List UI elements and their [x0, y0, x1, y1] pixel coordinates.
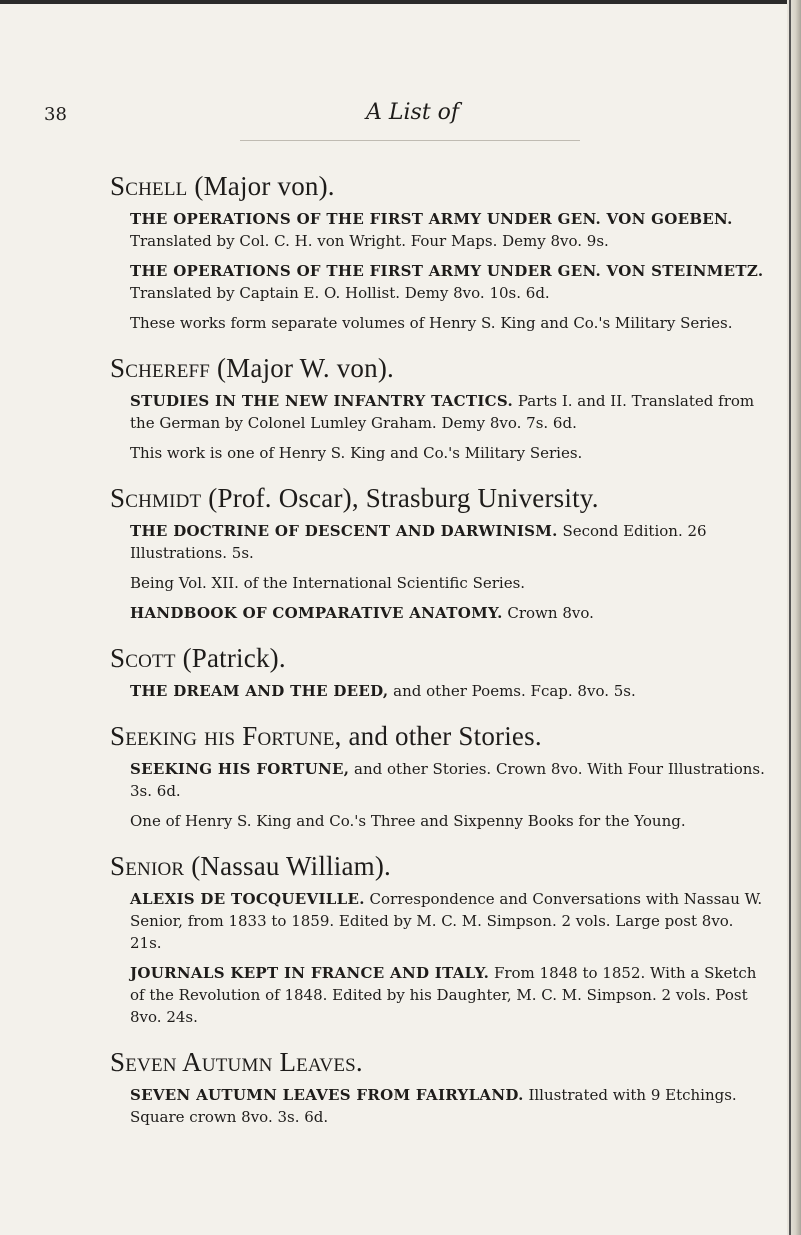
book-item [130, 758, 765, 802]
author-detail: , and other Stories. [334, 721, 542, 751]
book-item [130, 888, 765, 954]
book-item [130, 208, 765, 252]
catalogue-entry [110, 642, 765, 702]
book-details: Illustrated with 9 Etchings. Square crown 8vo. 3s. 6d. [130, 1086, 737, 1126]
book-title: THE OPERATIONS OF THE FIRST ARMY UNDER GEN. VON GOEBEN. [130, 210, 733, 228]
catalogue-entry [110, 170, 765, 334]
book-details: Translated by Col. C. H. von Wright. Four Maps. Demy 8vo. 9s. [130, 232, 609, 250]
book-details: From 1848 to 1852. With a Sketch of the Revolution of 1848. Edited by his Daughter, M. C. M. Simpson. 2 vols. Post 8vo. 24s. [130, 964, 757, 1026]
book-item [130, 602, 765, 624]
page-number: 38 [44, 104, 67, 125]
page-header [44, 96, 744, 136]
author-detail: (Major W. von). [210, 353, 394, 383]
catalogue-entry [110, 352, 765, 464]
author-detail: . [355, 1047, 363, 1077]
book-title: THE OPERATIONS OF THE FIRST ARMY UNDER GEN. VON STEINMETZ. [130, 262, 764, 280]
author-detail: (Prof. Oscar), Strasburg University. [201, 483, 599, 513]
book-item [130, 390, 765, 434]
author-name: Schell [110, 171, 188, 201]
header-rule [240, 140, 580, 141]
book-title: HANDBOOK OF COMPARATIVE ANATOMY. [130, 604, 503, 622]
book-title: JOURNALS KEPT IN FRANCE AND ITALY. [130, 964, 490, 982]
entry-heading [110, 1046, 765, 1078]
catalogue-entry [110, 850, 765, 1028]
running-title: A List of [366, 100, 460, 125]
author-name: Scott [110, 643, 176, 673]
author-name: Schmidt [110, 483, 202, 513]
book-item [130, 680, 765, 702]
author-name: Schereff [110, 353, 211, 383]
book-title: SEEKING HIS FORTUNE, [130, 760, 350, 778]
book-item [130, 520, 765, 564]
entry-note: This work is one of Henry S. King and Co.'s Military Series. [130, 444, 583, 462]
book-title: THE DREAM AND THE DEED, [130, 682, 389, 700]
catalogue-entry [110, 720, 765, 832]
entry-note: Being Vol. XII. of the International Scientific Series. [130, 574, 526, 592]
book-title: SEVEN AUTUMN LEAVES FROM FAIRYLAND. [130, 1086, 524, 1104]
entry-heading [110, 482, 765, 514]
catalogue-entry [110, 1046, 765, 1128]
book-title: THE DOCTRINE OF DESCENT AND DARWINISM. [130, 522, 558, 540]
entry-heading [110, 170, 765, 202]
author-detail: (Patrick). [175, 643, 286, 673]
book-title: ALEXIS DE TOCQUEVILLE. [130, 890, 365, 908]
author-name: Seeking his Fortune [110, 721, 335, 751]
catalogue-entry [110, 482, 765, 624]
entry-heading [110, 850, 765, 882]
entry-heading [110, 352, 765, 384]
book-details: Crown 8vo. [502, 604, 594, 622]
book-details: and other Stories. Crown 8vo. With Four Illustrations. 3s. 6d. [130, 760, 765, 800]
book-details: Second Edition. 26 Illustrations. 5s. [130, 522, 707, 562]
book-item [130, 962, 765, 1028]
page-top-border [0, 0, 801, 4]
entry-heading [110, 642, 765, 674]
author-detail: (Major von). [187, 171, 335, 201]
author-name: Seven Autumn Leaves [110, 1047, 356, 1077]
page-edge-line [789, 0, 791, 1235]
entry-heading [110, 720, 765, 752]
book-details: Translated by Captain E. O. Hollist. Demy 8vo. 10s. 6d. [130, 284, 550, 302]
book-item [130, 260, 765, 304]
book-details: Correspondence and Conversations with Nassau W. Senior, from 1833 to 1859. Edited by M. C. M. Simpson. 2 vols. Large post 8vo. 21s. [130, 890, 763, 952]
author-detail: (Nassau William). [184, 851, 391, 881]
book-title: STUDIES IN THE NEW INFANTRY TACTICS. [130, 392, 514, 410]
author-name: Senior [110, 851, 185, 881]
book-details: and other Poems. Fcap. 8vo. 5s. [388, 682, 636, 700]
book-details: Parts I. and II. Translated from the German by Colonel Lumley Graham. Demy 8vo. 7s. 6d. [130, 392, 755, 432]
entry-note: These works form separate volumes of Henry S. King and Co.'s Military Series. [130, 314, 733, 332]
catalogue-list [110, 170, 765, 1146]
book-item [130, 1084, 765, 1128]
entry-note: One of Henry S. King and Co.'s Three and Sixpenny Books for the Young. [130, 812, 686, 830]
